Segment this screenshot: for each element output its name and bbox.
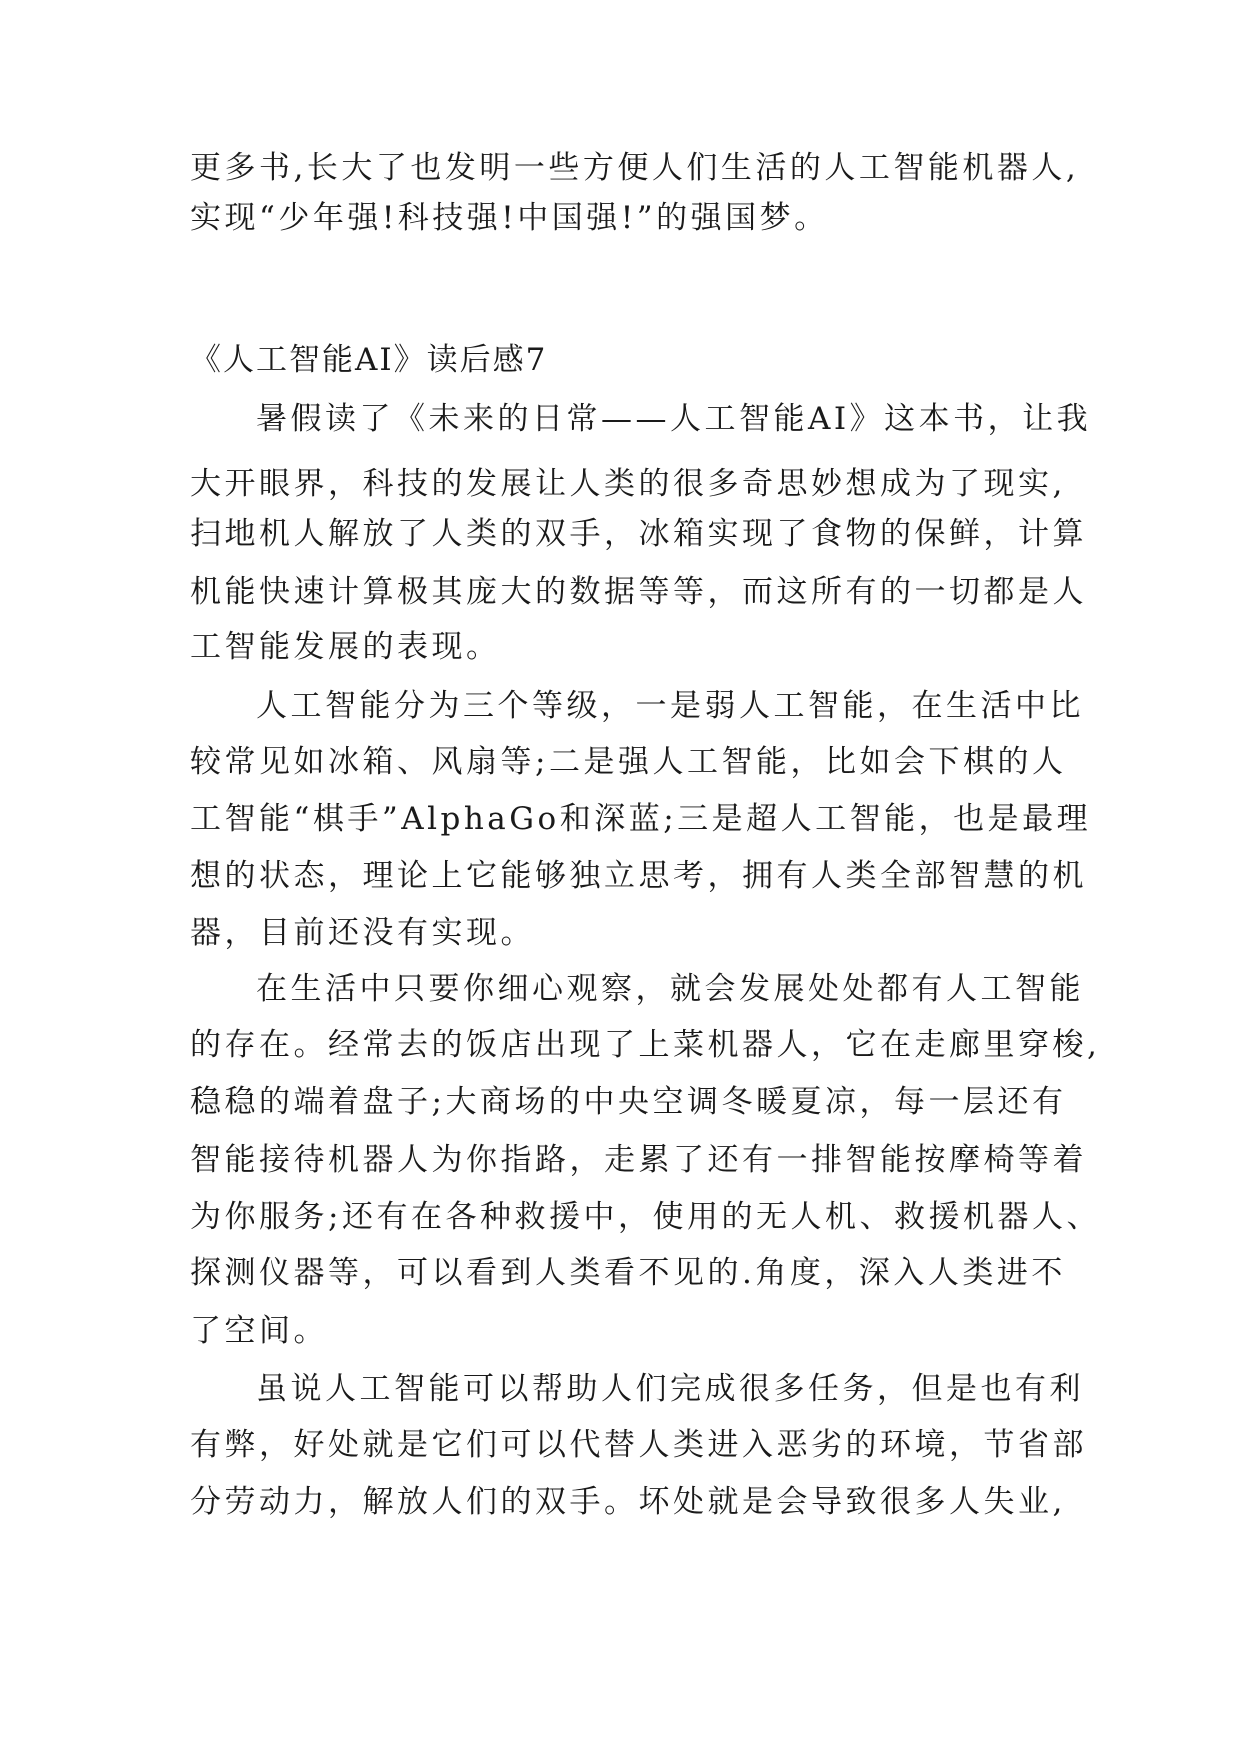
text-line: 实现“少年强!科技强!中国强!”的强国梦。: [190, 200, 829, 236]
paragraph-first-line: 在生活中只要你细心观察，就会发展处处都有人工智能: [256, 971, 1084, 1007]
text-line: 分劳动力，解放人们的双手。坏处就是会导致很多人失业,: [190, 1484, 1066, 1520]
text-line: 了空间。: [190, 1313, 328, 1349]
text-line: 为你服务;还有在各种救援中，使用的无人机、救援机器人、: [190, 1199, 1101, 1235]
text-line: 器，目前还没有实现。: [190, 915, 535, 951]
text-line: 探测仪器等，可以看到人类看不见的.角度，深入人类进不: [190, 1255, 1066, 1291]
text-line: 机能快速计算极其庞大的数据等等，而这所有的一切都是人: [190, 574, 1087, 610]
text-line: 稳稳的端着盘子;大商场的中央空调冬暖夏凉，每一层还有: [190, 1084, 1067, 1120]
text-line: 较常见如冰箱、风扇等;二是强人工智能，比如会下棋的人: [190, 744, 1067, 780]
text-line: 工智能发展的表现。: [190, 629, 501, 665]
text-line: 有弊，好处就是它们可以代替人类进入恶劣的环境，节省部: [190, 1427, 1087, 1463]
paragraph-first-line: 虽说人工智能可以帮助人们完成很多任务，但是也有利: [256, 1371, 1084, 1407]
text-line: 想的状态，理论上它能够独立思考，拥有人类全部智慧的机: [190, 858, 1087, 894]
text-line: 的存在。经常去的饭店出现了上菜机器人，它在走廊里穿梭,: [190, 1027, 1101, 1063]
text-line: 更多书,长大了也发明一些方便人们生活的人工智能机器人,: [190, 150, 1080, 186]
text-line: 大开眼界，科技的发展让人类的很多奇思妙想成为了现实,: [190, 466, 1066, 502]
text-line: 工智能“棋手”AlphaGo和深蓝;三是超人工智能，也是最理: [190, 801, 1092, 837]
text-line: 扫地机人解放了人类的双手，冰箱实现了食物的保鲜，计算: [190, 516, 1087, 552]
paragraph-first-line: 暑假读了《未来的日常——人工智能AI》这本书，让我: [256, 401, 1092, 437]
paragraph-first-line: 人工智能分为三个等级，一是弱人工智能，在生活中比: [256, 688, 1084, 724]
section-heading: 《人工智能AI》读后感7: [190, 342, 548, 378]
text-line: 智能接待机器人为你指路，走累了还有一排智能按摩椅等着: [190, 1142, 1087, 1178]
